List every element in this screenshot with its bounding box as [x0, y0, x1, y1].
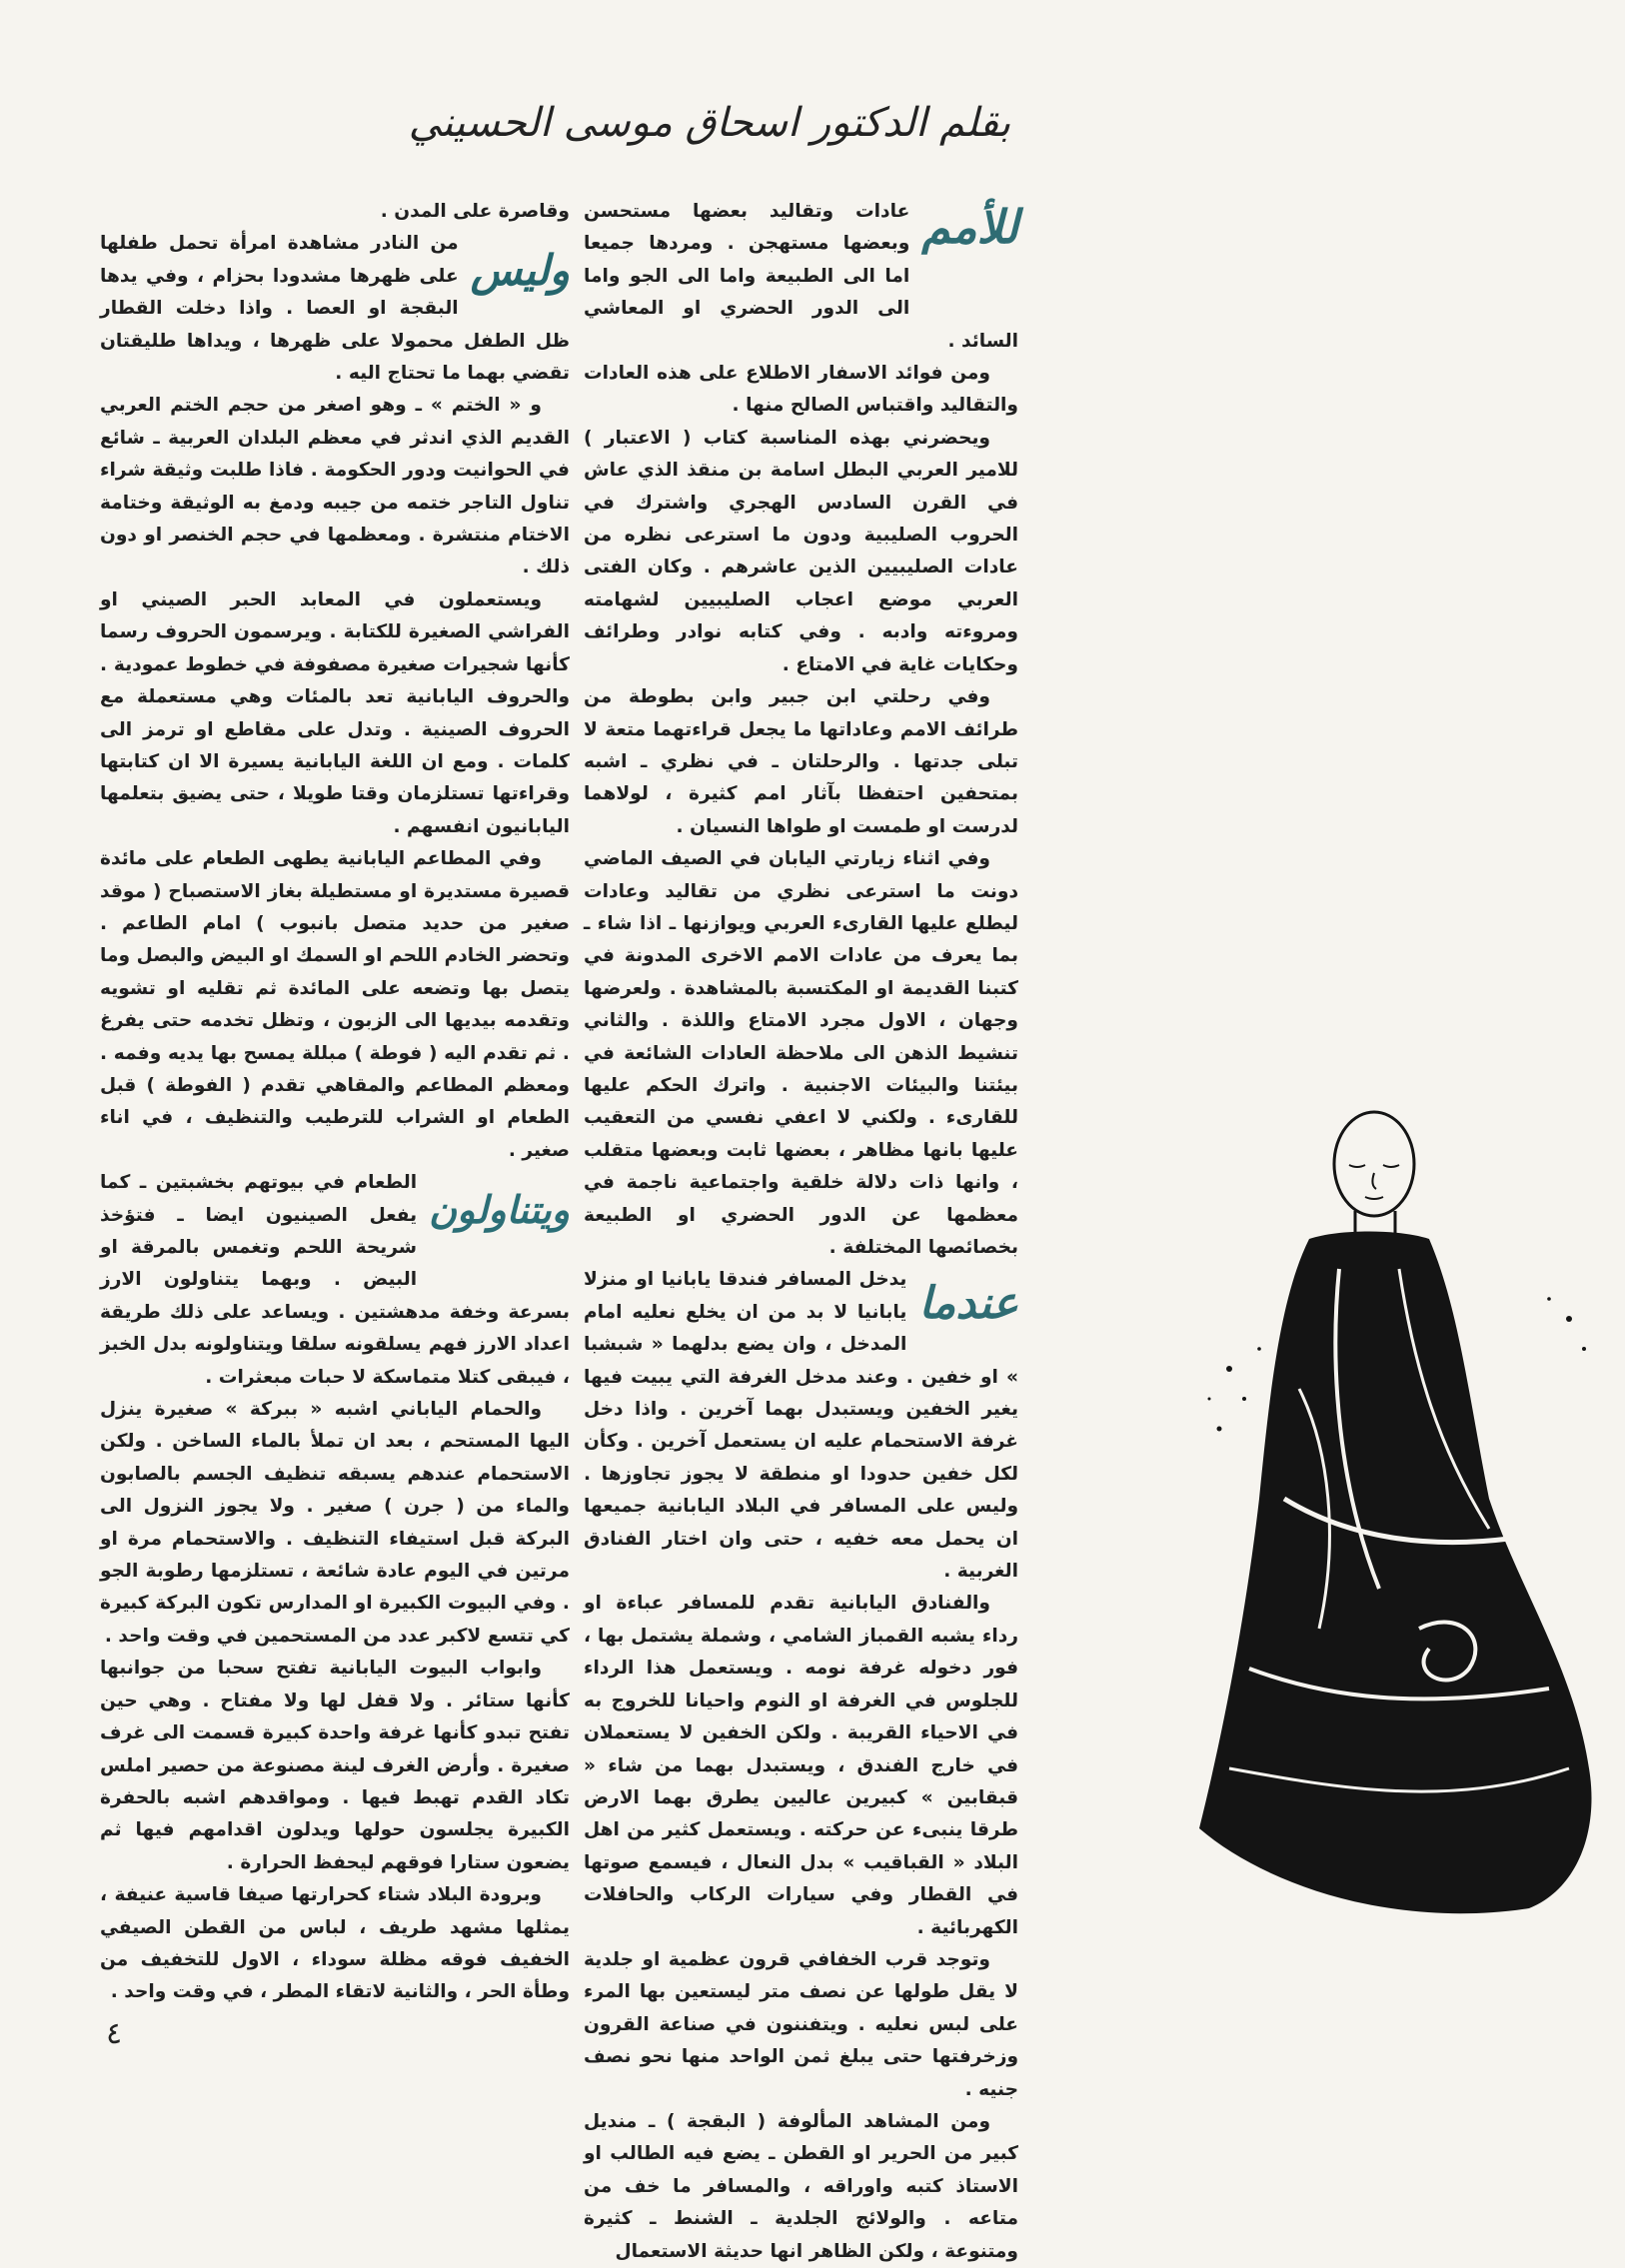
paragraph: ومن المشاهد المألوفة ( البقجة ) ـ منديل كبير من الحرير او القطن ـ يضع فيه الطالب او الاستاذ كتبه واوراقه ، والمسافر ما خف من متاعه . والولائج الجلدية ـ الشنط ـ كثيرة ومتنوعة ، ولكن الظاهر انها حديثة الاستعمال — [584, 2110, 1018, 2262]
paragraph: وقاصرة على المدن . — [380, 201, 570, 222]
page-number: ٤ — [106, 2016, 123, 2051]
paragraph: وفي اثناء زيارتي اليابان في الصيف الماضي دونت ما استرعى نظري من تقاليد وعادات ليطلع عليها القارىء العربي ويوازنها ـ اذا شاء ـ بما يعرف من عادات الامم الاخرى المدونة في كتبنا القديمة او المكتسبة بالمشاهدة . ولعرضها وجهان ، الاول مجرد الامتاع واللذة . والثاني تنشيط الذهن الى ملاحظة العادات الشائعة في بيئتنا والبيئات الاجنبية . واترك الحكم عليها للقارىء . ولكني لا اعفي نفسي من التعقيب عليها بانها مظاهر ، بعضها ثابت وبعضها متقلب ، وانها ذات دلالة خلقية واجتماعية ناجمة في معظمها عن الدور الحضري او الطبيعة بخصائصها المختلفة . — [584, 848, 1018, 1258]
paragraph: والفنادق اليابانية تقدم للمسافر عباءة او رداء يشبه القمباز الشامي ، وشملة يشتمل بها ، فور دخوله غرفة نومه . ويستعمل هذا الرداء للجلوس في الغرفة او النوم واحيانا للخروج به في الاحياء القريبة . ولكن الخفين لا يستعملان في خارج الفندق ، ويستبدل بهما من شاء « قبقابين » كبيرين عاليين يطرق بهما الارض طرقا ينبىء عن حركته . ويستعمل كثير من اهل البلاد « القباقيب » بدل النعال ، فيسمع صوتها في القطار وفي سيارات الركاب والحافلات الكهربائية . — [584, 1593, 1018, 1938]
paragraph: الطعام في بيوتهم بخشبتين ـ كما يفعل الصينيون ايضا ـ فتؤخذ شريحة اللحم وتغمس بالمرقة او البيض . وبهما يتناولون الارز بسرعة وخفة مدهشتين . ويساعد على ذلك طريقة اعداد الارز فهم يسلقونه سلقا ويتناولونه بدل الخبز ، فيبقى كتلا متماسكة لا حبات مبعثرات . — [100, 1172, 570, 1388]
paragraph: عادات وتقاليد بعضها مستحسن وبعضها مستهجن . ومردها جميعا اما الى الطبيعة واما الى الجو واما الى الدور الحضري او المعاشي السائد . — [584, 201, 1018, 352]
paragraph: وبرودة البلاد شتاء كحرارتها صيفا قاسية عنيفة ، يمثلها مشهد طريف ، لباس من القطن الصيفي الخفيف فوقه مظلة سوداء ، الاول للتخفيف من وطأة الحر ، والثانية لاتقاء المطر ، في وقت واحد . — [100, 1884, 570, 2003]
paragraph: وفي رحلتي ابن جبير وابن بطوطة من طرائف الامم وعاداتها ما يجعل قراءتهما متعة لا تبلى جدتها . والرحلتان ـ في نظري ـ اشبه بمتحفين احتفظا بآثار امم كثيرة ، لولاهما لدرست او طمست او طواها النسيان . — [584, 686, 1018, 837]
seated-monk-illustration — [1189, 1069, 1609, 1968]
paragraph: وابواب البيوت اليابانية تفتح سحبا من جوانبها كأنها ستائر . ولا قفل لها ولا مفتاح . وهي حين تفتح تبدو كأنها غرفة واحدة كبيرة قسمت الى غرف صغيرة . وأرض الغرف لينة مصنوعة من حصير املس تكاد القدم تهبط فيها . ومواقدهم اشبه بالحفرة الكبيرة يجلسون حولها ويدلون اقدامهم فيها ثم يضعون ستارا فوقهم ليحفظ الحرارة . — [100, 1658, 570, 1873]
left-column — [100, 196, 570, 2009]
section-heading-lil-umam: للأمم — [921, 200, 1018, 254]
monk-head-icon — [1334, 1112, 1414, 1239]
paragraph: و « الختم » ـ وهو اصغر من حجم الختم العربي القديم الذي اندثر في معظم البلدان العربية ـ شائع في الحوانيت ودور الحكومة . فاذا طلبت وثيقة شراء تناول التاجر ختمه من جيبه ودمغ به الوثيقة وختامة الاختام منتشرة . ومعظمها في حجم الخنصر او دون ذلك . — [100, 395, 570, 578]
section-heading-indama: عندما — [918, 1278, 1018, 1330]
paragraph: وفي المطاعم اليابانية يطهى الطعام على مائدة قصيرة مستديرة او مستطيلة بغاز الاستصباح ( موقد صغير من حديد متصل بانبوب ) امام الطاعم . وتحضر الخادم اللحم او السمك او البيض والبصل وما يتصل بها وتضعه على المائدة ثم تقليه او تشويه وتقدمه بيديها الى الزبون ، وتظل تخدمه حتى يفرغ . ثم تقدم اليه ( فوطة ) مبللة يمسح بها يديه وفمه . ومعظم المطاعم والمقاهي تقدم ( الفوطة ) قبل الطعام او الشراب للترطيب والتنظيف ، في اناء صغير . — [100, 848, 570, 1161]
paragraph: وتوجد قرب الخفافي قرون عظمية او جلدية لا يقل طولها عن نصف متر ليستعين بها المرء على لبس نعليه . ويتفننون في صناعة القرون وزخرفتها حتى يبلغ ثمن الواحد منها نحو نصف جنيه . — [584, 1948, 1018, 2100]
section-heading-wlaysa: وليس — [470, 246, 570, 296]
byline: بقلم الدكتور اسحاق موسى الحسيني — [408, 100, 1011, 146]
paragraph: ويستعملون في المعابد الحبر الصيني او الفراشي الصغيرة للكتابة . ويرسمون الحروف رسما كأنها شجيرات صغيرة مصفوفة في خطوط عمودية . والحروف اليابانية تعد بالمئات وهي مستعملة مع الحروف الصينية . وتدل على مقاطع او ترمز الى كلمات . ومع ان اللغة اليابانية يسيرة الا ان كتابتها وقراءتها تستلزمان وقتا طويلا ، حتى يضيق بتعلمها اليابانيون انفسهم . — [100, 588, 570, 837]
paragraph: ومن فوائد الاسفار الاطلاع على هذه العادات والتقاليد واقتباس الصالح منها . — [584, 363, 1018, 417]
paragraph: والحمام الياباني اشبه « ببركة » صغيرة ينزل اليها المستحم ، بعد ان تملأ بالماء الساخن . ولكن الاستحمام عندهم يسبقه تنظيف الجسم بالصابون والماء من ( جرن ) صغير . ولا يجوز النزول الى البركة قبل استيفاء التنظيف . والاستحمام مرة او مرتين في اليوم عادة شائعة ، تستلزمها رطوبة الجو . وفي البيوت الكبيرة او المدارس تكون البركة كبيرة كي تتسع لاكبر عدد من المستحمين في وقت واحد . — [100, 1399, 570, 1647]
paragraph: من النادر مشاهدة امرأة تحمل طفلها على ظهرها مشدودا بحزام ، وفي يدها البقجة او العصا . واذا دخلت القطار ظل الطفل محمولا على ظهرها ، ويداها طليقتان تقضي بهما ما تحتاج اليه . — [100, 233, 570, 385]
paragraph: يدخل المسافر فندقا يابانيا او منزلا يابانيا لا بد من ان يخلع نعليه امام المدخل ، وان يضع بدلهما « شبشبا » او خفين . وعند مدخل الغرفة التي يبيت فيها يغير الخفين ويستبدل بهما آخرين . واذا دخل غرفة الاستحمام عليه ان يستعمل آخرين . وكأن لكل خفين حدودا او منطقة لا يجوز تجاوزها . وليس على المسافر في البلاد اليابانية جميعها ان يحمل معه خفيه ، حتى وان اختار الفنادق الغربية . — [584, 1269, 1018, 1583]
monk-robe-icon — [1199, 1232, 1592, 1914]
paragraph: ويحضرني بهذه المناسبة كتاب ( الاعتبار ) للامير العربي البطل اسامة بن منقذ الذي عاش في القرن السادس الهجري واشترك في الحروب الصليبية ودون ما استرعى نظره من عادات الصليبيين الذين عاشرهم . وكان الفتى العربي موضع اعجاب الصليبيين لشهامته ومروءته وادبه . وفي كتابه نوادر وطرائف وحكايات غاية في الامتاع . — [584, 427, 1018, 675]
right-column — [584, 196, 1018, 2268]
section-heading-wyatanawaloon: ويتناولون — [429, 1187, 570, 1233]
